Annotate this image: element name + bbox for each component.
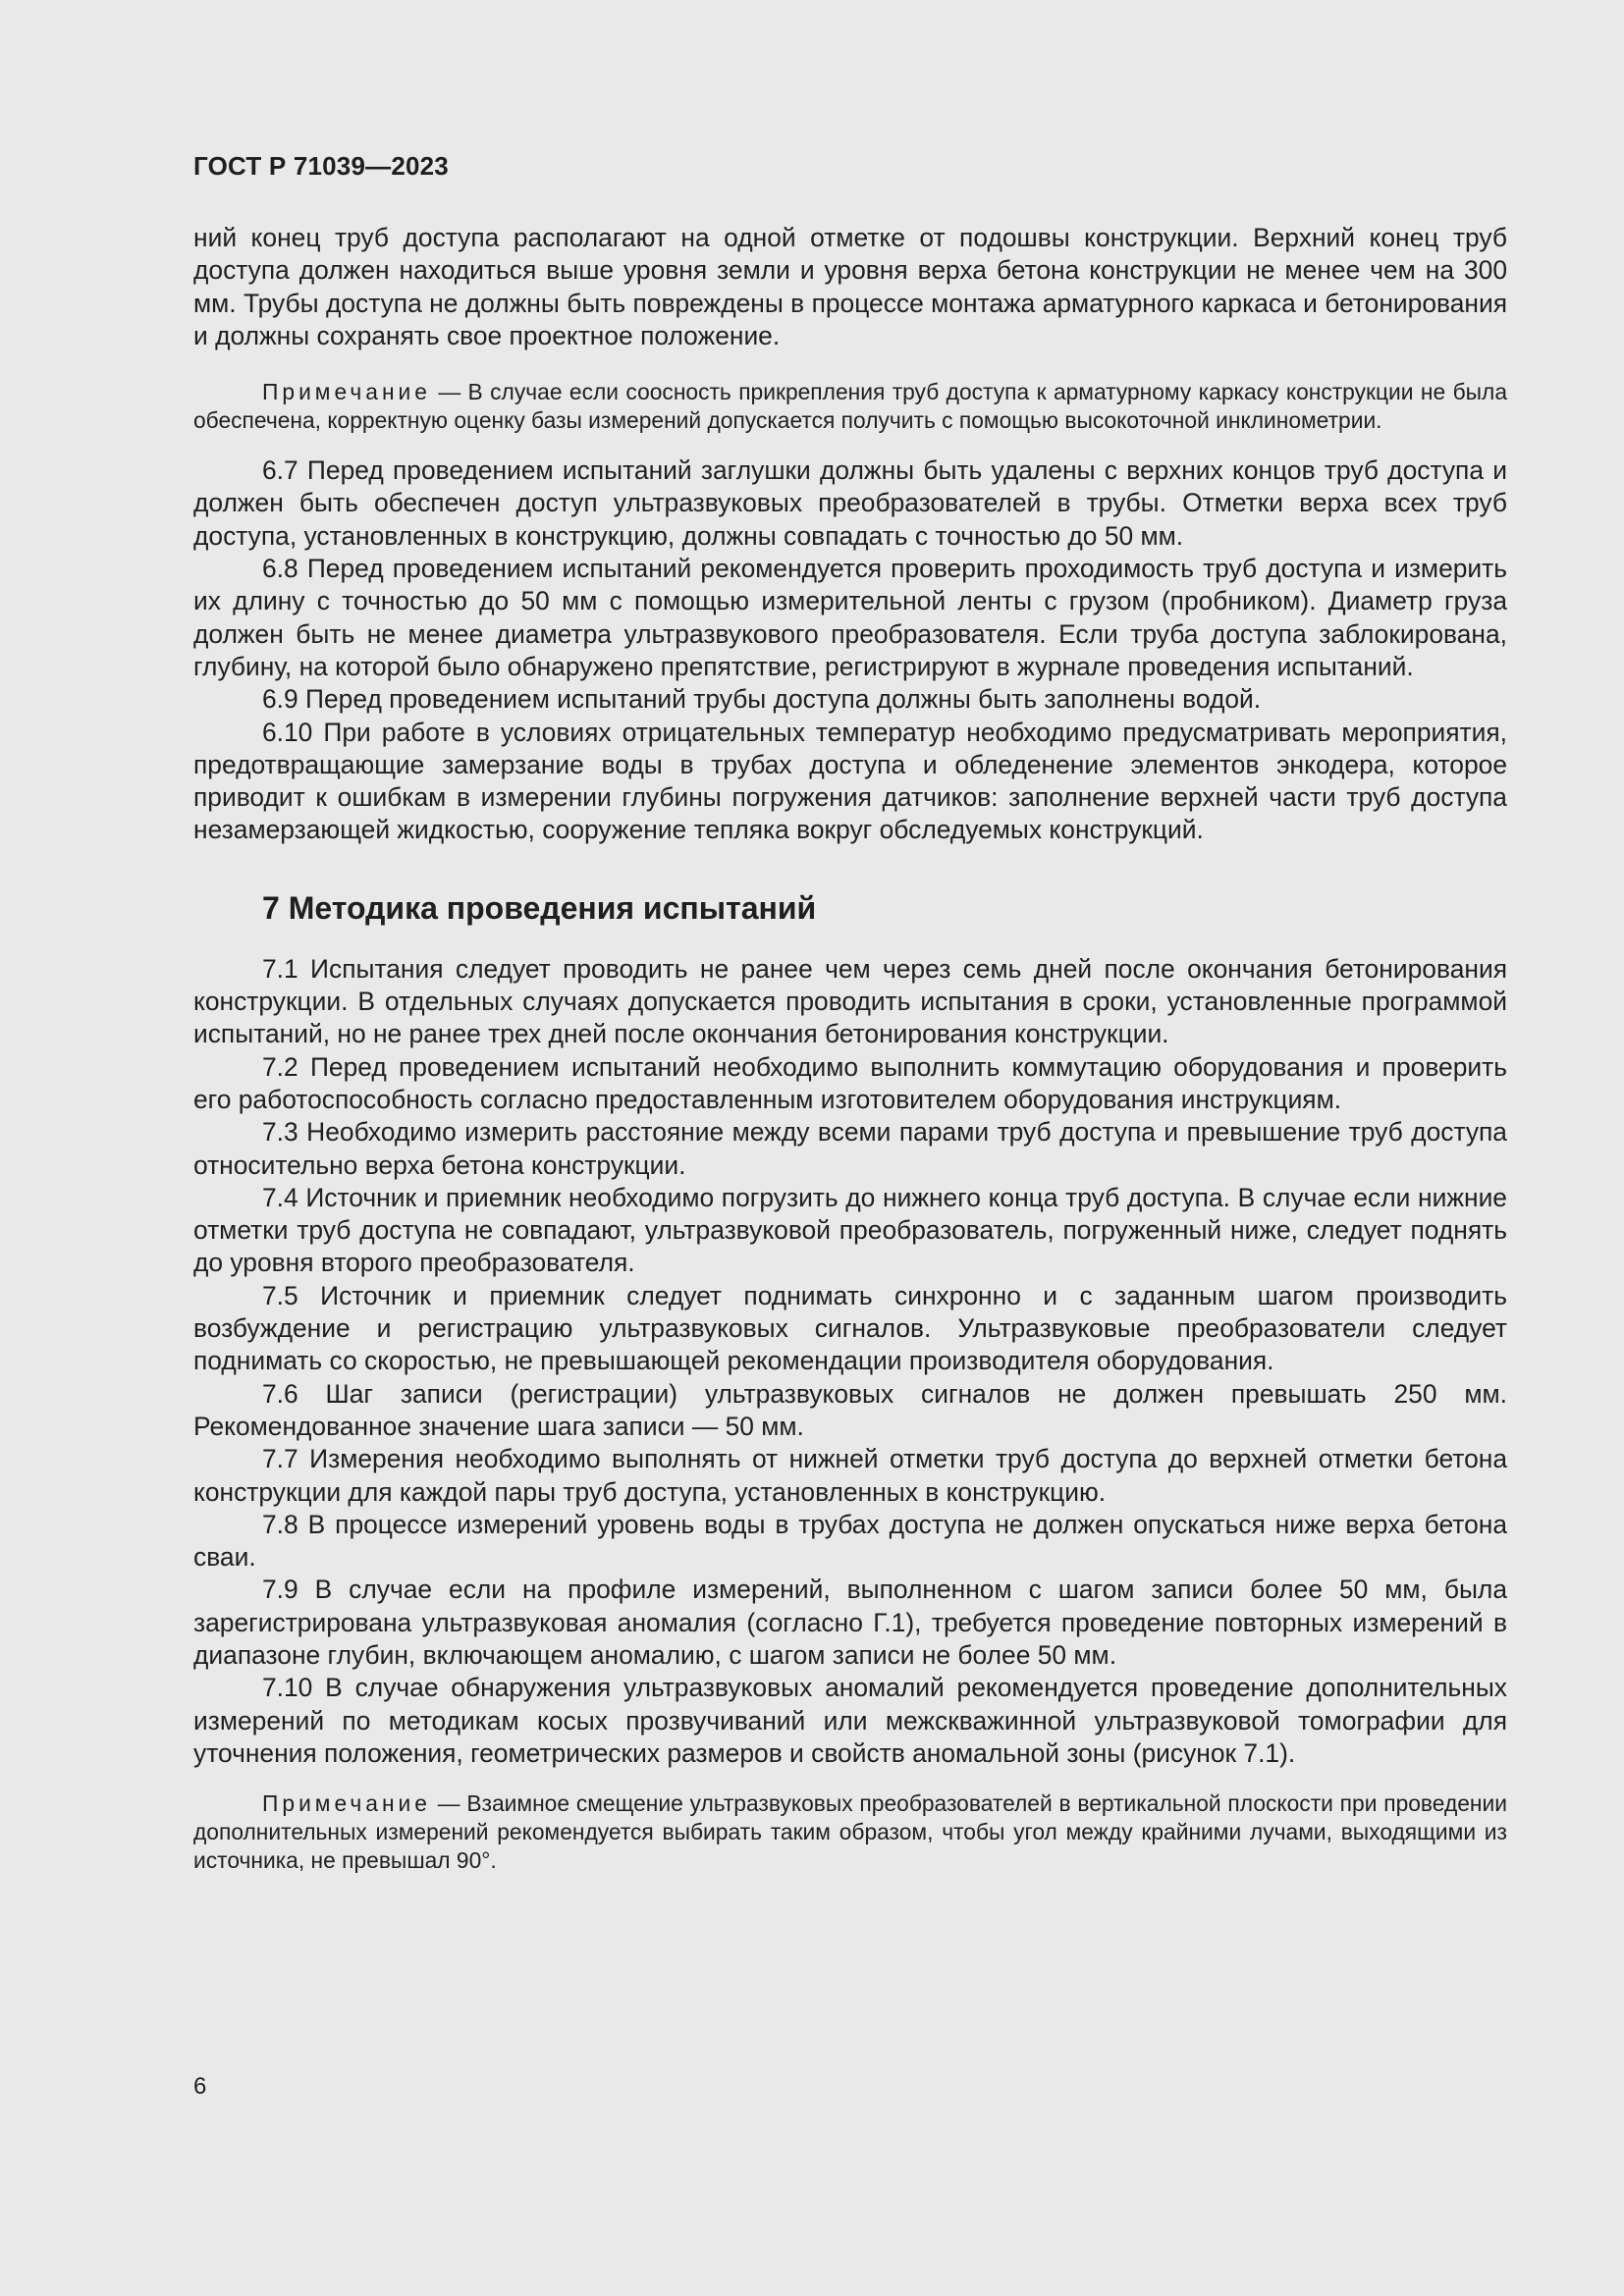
document-page <box>193 0 1507 2296</box>
section-7-heading: 7 Методика проведения испытаний <box>262 889 817 926</box>
document-code-header: ГОСТ Р 71039—2023 <box>193 151 449 181</box>
paragraph-7-2: 7.2 Перед проведением испытаний необходимо выполнить коммутацию оборудования и проверить его работоспособность согласно предоставленным изготовителем оборудования инструкциям. <box>193 1051 1507 1114</box>
document-body <box>193 222 1507 1875</box>
paragraph-7-7: 7.7 Измерения необходимо выполнять от нижней отметки труб доступа до верхней отметки бетона конструкции для каждой пары труб доступа, установленных в конструкцию. <box>193 1444 1507 1507</box>
paragraph-7-9: 7.9 В случае если на профиле измерений, выполненном с шагом записи более 50 мм, была зарегистрирована ультразвуковая аномалия (согласно Г.1), требуется проведение повторных измерений в диапазоне глубин, включающем аномалию, с шагом записи не более 50 мм. <box>193 1575 1507 1670</box>
paragraph-7-4: 7.4 Источник и приемник необходимо погрузить до нижнего конца труб доступа. В случае если нижние отметки труб доступа не совпадают, ультразвуковой преобразователь, погруженный ниже, следует поднять до уровня второго преобразователя. <box>193 1182 1507 1278</box>
page-number: 6 <box>193 2073 207 2100</box>
paragraph-continuation: ний конец труб доступа располагают на одной отметке от подошвы конструкции. Верхний конец труб доступа должен находиться выше уровня земли и уровня верха бетона конструкции не менее чем на 300 мм. Трубы доступа не должны быть повреждены в процессе монтажа арматурного каркаса и бетонирования и должны сохранять свое проектное положение. <box>193 223 1507 350</box>
paragraph-7-1: 7.1 Испытания следует проводить не ранее чем через семь дней после окончания бетонирования конструкции. В отдельных случаях допускается проводить испытания в сроки, установленные программой испытаний, но не ранее трех дней после окончания бетонирования конструкции. <box>193 953 1507 1049</box>
paragraph-6-7: 6.7 Перед проведением испытаний заглушки должны быть удалены с верхних концов труб доступа и должен быть обеспечен доступ ультразвуковых преобразователей в трубы. Отметки верха всех труб доступа, установленных в конструкцию, должны совпадать с точностью до 50 мм. <box>193 455 1507 551</box>
paragraph-7-8: 7.8 В процессе измерений уровень воды в трубах доступа не должен опускаться ниже верха бетона сваи. <box>193 1509 1507 1573</box>
paragraph-7-5: 7.5 Источник и приемник следует поднимать синхронно и с заданным шагом производить возбуждение и регистрацию ультразвуковых сигналов. Ультразвуковые преобразователи следует поднимать со скоростью, не превышающей рекомендации производителя оборудования. <box>193 1280 1507 1376</box>
note-1-text: — В случае если соосность прикрепления труб доступа к арматурному каркасу конструкции не была обеспечена, корректную оценку базы измерений допускается получить с помощью высокоточной инклинометрии. <box>193 379 1507 434</box>
paragraph-6-8: 6.8 Перед проведением испытаний рекомендуется проверить проходимость труб доступа и измерить их длину с точностью до 50 мм с помощью измерительной ленты с грузом (пробником). Диаметр груза должен быть не менее диаметра ультразвукового преобразователя. Если труба доступа заблокирована, глубину, на которой было обнаружено препятствие, регистрируют в журнале проведения испытаний. <box>193 554 1507 681</box>
paragraph-7-3: 7.3 Необходимо измерить расстояние между всеми парами труб доступа и превышение труб доступа относительно верха бетона конструкции. <box>193 1117 1507 1180</box>
paragraph-7-10: 7.10 В случае обнаружения ультразвуковых аномалий рекомендуется проведение дополнительных измерений по методикам косых прозвучиваний или межскважинной ультразвуковой томографии для уточнения положения, геометрических размеров и свойств аномальной зоны (рисунок 7.1). <box>193 1673 1507 1768</box>
note-1 <box>193 378 1507 435</box>
paragraph-7-6: 7.6 Шаг записи (регистрации) ультразвуковых сигналов не должен превышать 250 мм. Рекомендованное значение шага записи — 50 мм. <box>193 1378 1507 1441</box>
note-2-label: Примечание <box>262 1790 431 1817</box>
paragraph-6-9: 6.9 Перед проведением испытаний трубы доступа должны быть заполнены водой. <box>262 684 1262 715</box>
note-1-label: Примечание <box>262 379 431 405</box>
note-2-text: — Взаимное смещение ультразвуковых преобразователей в вертикальной плоскости при проведении дополнительных измерений рекомендуется выбирать таким образом, чтобы угол между крайними лучами, выходящими из источника, не превышал 90°. <box>193 1790 1507 1874</box>
note-2 <box>193 1789 1507 1875</box>
paragraph-6-10: 6.10 При работе в условиях отрицательных температур необходимо предусматривать мероприятия, предотвращающие замерзание воды в трубах доступа и обледенение элементов энкодера, которое приводит к ошибкам в измерении глубины погружения датчиков: заполнение верхней части труб доступа незамерзающей жидкостью, сооружение тепляка вокруг обследуемых конструкций. <box>193 717 1507 845</box>
